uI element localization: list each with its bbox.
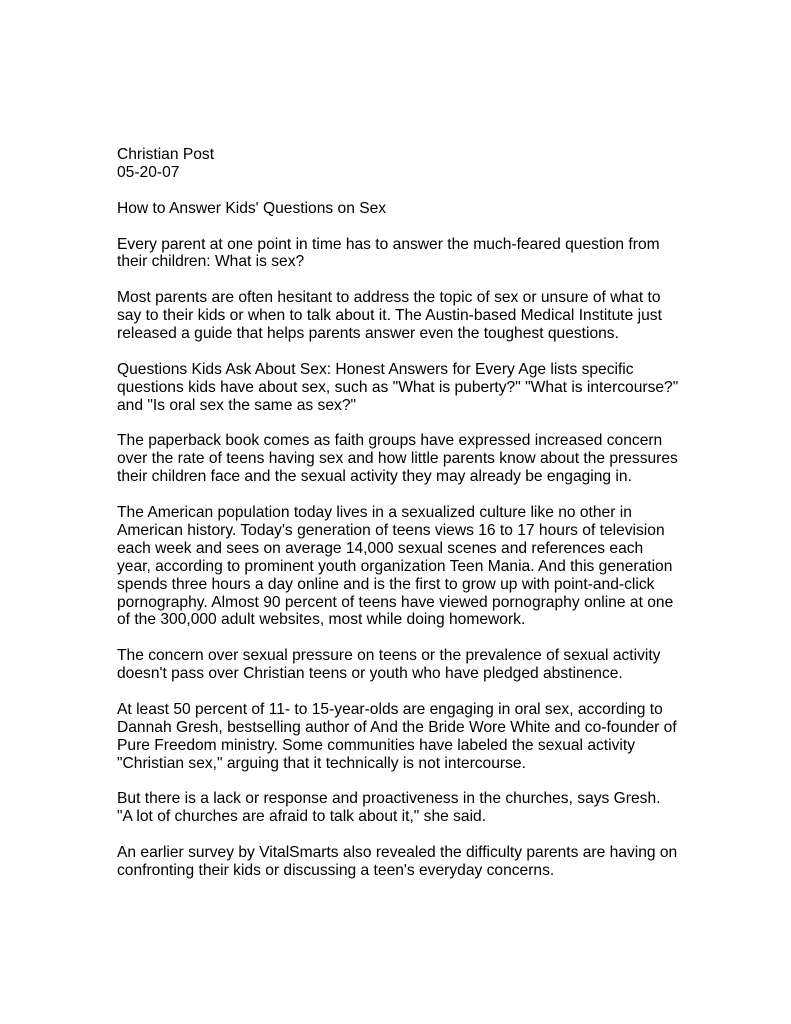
paragraph <box>117 790 687 826</box>
paragraph-line: say to their kids or when to talk about it. The Austin-based Medical Institute just <box>117 307 662 325</box>
article-title: How to Answer Kids' Questions on Sex <box>117 199 387 217</box>
paragraph-line: questions kids have about sex, such as "What is puberty?" "What is intercourse?" <box>117 378 679 396</box>
paragraph <box>117 432 687 486</box>
paragraph-line: But there is a lack or response and proactiveness in the churches, says Gresh. <box>117 790 661 808</box>
paragraph-line: The concern over sexual pressure on teens or the prevalence of sexual activity <box>117 647 661 665</box>
paragraph-line: each week and sees on average 14,000 sexual scenes and references each <box>117 539 644 557</box>
paragraph-line: The American population today lives in a sexualized culture like no other in <box>117 504 632 522</box>
document-header <box>117 146 687 182</box>
paragraph <box>117 504 687 629</box>
paragraph-line: An earlier survey by VitalSmarts also revealed the difficulty parents are having on <box>117 844 678 862</box>
paragraph-line: doesn't pass over Christian teens or youth who have pledged abstinence. <box>117 665 623 683</box>
paragraph-line: over the rate of teens having sex and how little parents know about the pressures <box>117 450 678 468</box>
paragraph-line: their children face and the sexual activity they may already be engaging in. <box>117 468 632 486</box>
paragraph-line: spends three hours a day online and is the first to grow up with point-and-click <box>117 575 655 593</box>
paragraph-line: American history. Today's generation of teens views 16 to 17 hours of television <box>117 521 665 539</box>
paragraph <box>117 361 687 415</box>
paragraph <box>117 236 687 272</box>
document-page <box>117 146 687 898</box>
paragraph-line: released a guide that helps parents answer even the toughest questions. <box>117 325 619 343</box>
paragraph <box>117 701 687 773</box>
paragraph-line: "Christian sex," arguing that it technically is not intercourse. <box>117 754 526 772</box>
source-name: Christian Post <box>117 146 215 163</box>
paragraph-line: Questions Kids Ask About Sex: Honest Answers for Every Age lists specific <box>117 360 634 378</box>
paragraph-line: The paperback book comes as faith groups have expressed increased concern <box>117 432 663 450</box>
paragraph-line: year, according to prominent youth organization Teen Mania. And this generation <box>117 557 673 575</box>
paragraph-line: Most parents are often hesitant to address the topic of sex or unsure of what to <box>117 289 661 307</box>
paragraph-line: Dannah Gresh, bestselling author of And the Bride Wore White and co-founder of <box>117 718 677 736</box>
paragraph-line: Every parent at one point in time has to answer the much-feared question from <box>117 235 660 253</box>
paragraph <box>117 844 687 880</box>
paragraph-line: Pure Freedom ministry. Some communities have labeled the sexual activity <box>117 736 635 754</box>
paragraph-line: "A lot of churches are afraid to talk about it," she said. <box>117 808 487 826</box>
paragraph <box>117 289 687 343</box>
paragraph-line: and "Is oral sex the same as sex?" <box>117 396 357 414</box>
publication-date: 05-20-07 <box>117 163 180 181</box>
paragraph-line: pornography. Almost 90 percent of teens have viewed pornography online at one <box>117 593 674 611</box>
paragraph <box>117 647 687 683</box>
paragraph-line: At least 50 percent of 11- to 15-year-olds are engaging in oral sex, according to <box>117 700 663 718</box>
paragraph-line: their children: What is sex? <box>117 253 305 271</box>
paragraph-line: of the 300,000 adult websites, most while doing homework. <box>117 611 526 629</box>
paragraph-line: confronting their kids or discussing a teen's everyday concerns. <box>117 862 555 880</box>
